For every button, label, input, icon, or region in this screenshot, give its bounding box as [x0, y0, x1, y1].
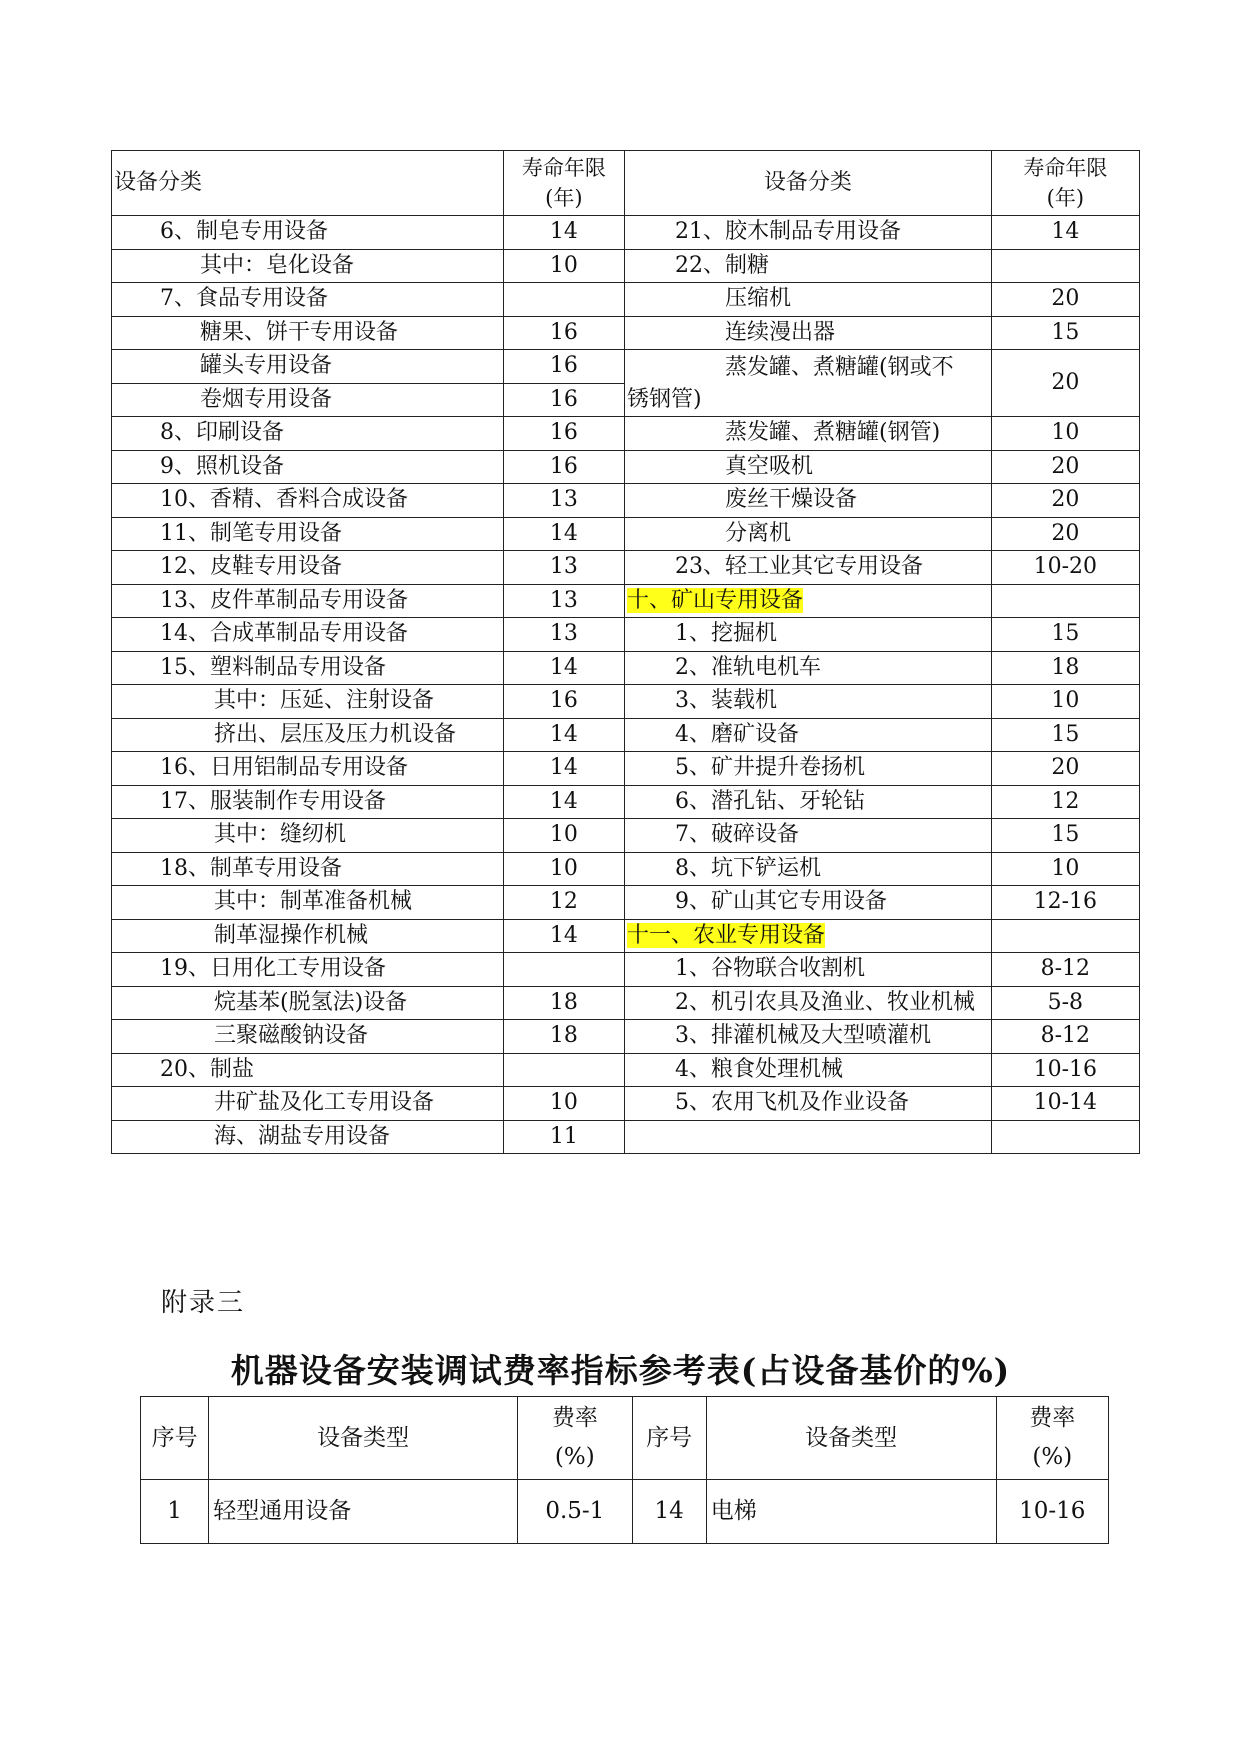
right-years-cell: 14 [991, 216, 1139, 250]
left-category-cell: 7、食品专用设备 [112, 283, 504, 317]
header-rate-right-line2: (%) [1032, 1444, 1073, 1470]
left-category-cell: 6、制皂专用设备 [112, 216, 504, 250]
header-rate-right [996, 1397, 1108, 1480]
right-category-cell: 23、轻工业其它专用设备 [624, 551, 991, 585]
rate-cell-left: 0.5-1 [518, 1480, 632, 1544]
fee-table-row [141, 1480, 1109, 1544]
left-category-cell: 16、日用铝制品专用设备 [112, 752, 504, 786]
life-table-row [112, 450, 1140, 484]
life-table-row [112, 283, 1140, 317]
left-years-cell: 10 [503, 249, 624, 283]
right-category-cell: 2、准轨电机车 [624, 651, 991, 685]
left-category-cell: 20、制盐 [112, 1053, 504, 1087]
right-years-cell: 20 [991, 752, 1139, 786]
left-years-cell: 14 [503, 785, 624, 819]
left-years-cell: 10 [503, 1087, 624, 1121]
right-years-cell [991, 249, 1139, 283]
fee-table-header [141, 1397, 1109, 1480]
right-category-cell: 5、农用飞机及作业设备 [624, 1087, 991, 1121]
left-category-cell: 12、皮鞋专用设备 [112, 551, 504, 585]
right-category-cell: 废丝干燥设备 [624, 484, 991, 518]
right-years-cell: 8-12 [991, 953, 1139, 987]
life-table-row [112, 584, 1140, 618]
left-years-cell: 13 [503, 484, 624, 518]
rate-cell-right: 10-16 [996, 1480, 1108, 1544]
right-category-cell: 分离机 [624, 517, 991, 551]
left-years-cell: 13 [503, 551, 624, 585]
left-category-cell: 罐头专用设备 [112, 350, 504, 384]
header-category-right: 设备分类 [624, 151, 991, 216]
left-years-cell: 14 [503, 752, 624, 786]
right-years-cell: 10-14 [991, 1087, 1139, 1121]
life-table-row [112, 685, 1140, 719]
left-category-cell: 其中：制革准备机械 [112, 886, 504, 920]
right-years-cell: 10-16 [991, 1053, 1139, 1087]
life-table-row [112, 953, 1140, 987]
left-category-cell: 9、照机设备 [112, 450, 504, 484]
header-life-left [503, 151, 624, 216]
life-table-row [112, 1087, 1140, 1121]
left-years-cell: 16 [503, 685, 624, 719]
life-table-header [112, 151, 1140, 216]
left-category-cell: 11、制笔专用设备 [112, 517, 504, 551]
right-category-cell [624, 350, 991, 417]
left-category-cell: 13、皮件革制品专用设备 [112, 584, 504, 618]
right-years-cell: 12 [991, 785, 1139, 819]
right-category-cell: 9、矿山其它专用设备 [624, 886, 991, 920]
right-category-cell [624, 1120, 991, 1154]
left-category-cell: 井矿盐及化工专用设备 [112, 1087, 504, 1121]
life-table-row [112, 718, 1140, 752]
right-years-cell: 10 [991, 417, 1139, 451]
equipment-life-table [111, 150, 1140, 1154]
left-category-cell: 卷烟专用设备 [112, 383, 504, 417]
right-years-cell: 15 [991, 316, 1139, 350]
right-category-cell: 压缩机 [624, 283, 991, 317]
right-category-cell: 4、磨矿设备 [624, 718, 991, 752]
header-seq-right: 序号 [632, 1397, 706, 1480]
fee-table-title: 机器设备安装调试费率指标参考表(占设备基价的%) [230, 1351, 1011, 1390]
header-life-left-line2: (年) [545, 186, 583, 210]
type-cell-left: 轻型通用设备 [209, 1480, 518, 1544]
right-category-cell: 5、矿井提升卷扬机 [624, 752, 991, 786]
left-category-cell: 15、塑料制品专用设备 [112, 651, 504, 685]
header-life-right-line2: (年) [1046, 186, 1085, 210]
left-years-cell: 16 [503, 450, 624, 484]
right-category-line2: 锈钢管) [626, 386, 702, 412]
life-table-row [112, 852, 1140, 886]
life-table-row [112, 785, 1140, 819]
right-category-cell: 真空吸机 [624, 450, 991, 484]
life-table-row [112, 517, 1140, 551]
left-years-cell: 14 [503, 718, 624, 752]
right-years-cell: 20 [991, 283, 1139, 317]
left-years-cell: 12 [503, 886, 624, 920]
left-years-cell: 13 [503, 584, 624, 618]
left-years-cell [503, 283, 624, 317]
right-category-cell: 6、潜孔钻、牙轮钻 [624, 785, 991, 819]
left-years-cell: 13 [503, 618, 624, 652]
right-years-cell: 15 [991, 618, 1139, 652]
header-type-right: 设备类型 [706, 1397, 996, 1480]
left-category-cell: 8、印刷设备 [112, 417, 504, 451]
right-years-cell: 5-8 [991, 986, 1139, 1020]
left-category-cell: 挤出、层压及压力机设备 [112, 718, 504, 752]
left-years-cell: 10 [503, 819, 624, 853]
left-years-cell: 14 [503, 651, 624, 685]
left-years-cell: 10 [503, 852, 624, 886]
left-category-cell: 烷基苯(脱氢法)设备 [112, 986, 504, 1020]
right-years-cell: 10 [991, 685, 1139, 719]
left-category-cell: 14、合成革制品专用设备 [112, 618, 504, 652]
left-category-cell: 19、日用化工专用设备 [112, 953, 504, 987]
left-category-cell: 制革湿操作机械 [112, 919, 504, 953]
header-life-right-line1: 寿命年限 [1023, 155, 1108, 180]
left-category-cell: 10、香精、香料合成设备 [112, 484, 504, 518]
life-table-row [112, 618, 1140, 652]
life-table-row [112, 350, 1140, 384]
left-category-cell: 其中：皂化设备 [112, 249, 504, 283]
right-years-cell: 12-16 [991, 886, 1139, 920]
left-years-cell: 14 [503, 517, 624, 551]
right-years-cell: 10-20 [991, 551, 1139, 585]
right-category-cell: 3、装载机 [624, 685, 991, 719]
header-life-right [991, 151, 1139, 216]
right-years-cell: 20 [991, 450, 1139, 484]
right-years-cell: 20 [991, 484, 1139, 518]
header-seq-left: 序号 [141, 1397, 209, 1480]
right-category-cell: 8、坑下铲运机 [624, 852, 991, 886]
header-category-left: 设备分类 [112, 151, 504, 216]
right-years-cell [991, 584, 1139, 618]
left-years-cell [503, 953, 624, 987]
left-category-cell: 其中：缝纫机 [112, 819, 504, 853]
header-rate-left-line1: 费率 [551, 1404, 598, 1431]
life-table-row [112, 417, 1140, 451]
right-years-cell [991, 919, 1139, 953]
right-category-cell: 1、谷物联合收割机 [624, 953, 991, 987]
right-category-cell: 22、制糖 [624, 249, 991, 283]
appendix-label: 附录三 [161, 1288, 246, 1318]
seq-cell-right: 14 [632, 1480, 706, 1544]
right-category-cell: 4、粮食处理机械 [624, 1053, 991, 1087]
right-category-cell [624, 584, 991, 618]
right-category-cell: 21、胶木制品专用设备 [624, 216, 991, 250]
left-years-cell: 16 [503, 417, 624, 451]
header-type-left: 设备类型 [209, 1397, 518, 1480]
right-category-cell: 3、排灌机械及大型喷灌机 [624, 1020, 991, 1054]
life-table-row [112, 819, 1140, 853]
left-category-cell: 海、湖盐专用设备 [112, 1120, 504, 1154]
life-table-row [112, 316, 1140, 350]
left-category-cell: 三聚磁酸钠设备 [112, 1020, 504, 1054]
right-years-cell: 20 [991, 350, 1139, 417]
header-rate-right-line1: 费率 [1029, 1404, 1076, 1431]
left-years-cell: 18 [503, 1020, 624, 1054]
left-years-cell: 11 [503, 1120, 624, 1154]
right-years-cell [991, 1120, 1139, 1154]
section-heading-highlight: 十一、农业专用设备 [626, 922, 825, 948]
left-years-cell: 16 [503, 383, 624, 417]
life-table-row [112, 986, 1140, 1020]
left-category-cell: 18、制革专用设备 [112, 852, 504, 886]
right-years-cell: 8-12 [991, 1020, 1139, 1054]
left-years-cell: 16 [503, 316, 624, 350]
right-category-cell: 蒸发罐、煮糖罐(钢管) [624, 417, 991, 451]
right-category-cell: 2、机引农具及渔业、牧业机械 [624, 986, 991, 1020]
left-category-cell: 其中：压延、注射设备 [112, 685, 504, 719]
right-years-cell: 20 [991, 517, 1139, 551]
header-life-left-line1: 寿命年限 [521, 155, 606, 180]
life-table-row [112, 551, 1140, 585]
left-years-cell: 14 [503, 216, 624, 250]
header-rate-left-line2: (%) [554, 1444, 595, 1470]
right-category-line1: 蒸发罐、煮糖罐(钢或不 [724, 355, 954, 380]
section-heading-highlight: 十、矿山专用设备 [626, 587, 803, 613]
right-years-cell: 10 [991, 852, 1139, 886]
left-years-cell: 14 [503, 919, 624, 953]
right-years-cell: 18 [991, 651, 1139, 685]
right-years-cell: 15 [991, 718, 1139, 752]
right-category-cell: 连续漫出器 [624, 316, 991, 350]
life-table-row [112, 249, 1140, 283]
life-table-row [112, 1053, 1140, 1087]
left-category-cell: 糖果、饼干专用设备 [112, 316, 504, 350]
life-table-row [112, 651, 1140, 685]
installation-fee-table [140, 1396, 1109, 1544]
header-rate-left [518, 1397, 632, 1480]
right-category-cell: 7、破碎设备 [624, 819, 991, 853]
left-years-cell: 18 [503, 986, 624, 1020]
left-category-cell: 17、服装制作专用设备 [112, 785, 504, 819]
type-cell-right: 电梯 [706, 1480, 996, 1544]
life-table-row [112, 886, 1140, 920]
life-table-row [112, 1120, 1140, 1154]
life-table-row [112, 1020, 1140, 1054]
life-table-row [112, 919, 1140, 953]
right-category-cell: 1、挖掘机 [624, 618, 991, 652]
left-years-cell: 16 [503, 350, 624, 384]
right-category-cell [624, 919, 991, 953]
life-table-row [112, 484, 1140, 518]
left-years-cell [503, 1053, 624, 1087]
seq-cell-left: 1 [141, 1480, 209, 1544]
life-table-row [112, 752, 1140, 786]
life-table-row [112, 216, 1140, 250]
right-years-cell: 15 [991, 819, 1139, 853]
